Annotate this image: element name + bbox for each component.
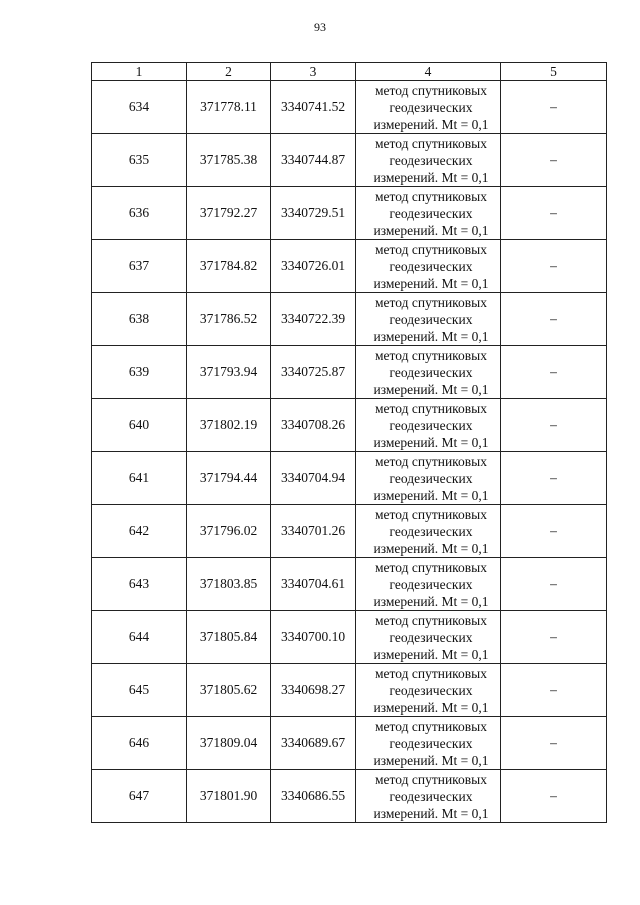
method-line-1: метод спутниковых <box>375 506 487 522</box>
y-coordinate-cell: 3340741.52 <box>271 81 356 134</box>
method-line-3: измерений. Mt = 0,1 <box>373 116 489 132</box>
point-number-cell: 641 <box>92 452 187 505</box>
column-header-1: 1 <box>92 63 187 81</box>
method-line-1: метод спутниковых <box>375 718 487 734</box>
note-cell: – <box>501 611 607 664</box>
table-body <box>92 81 607 823</box>
note-cell: – <box>501 770 607 823</box>
table-row <box>92 187 607 240</box>
y-coordinate-cell: 3340744.87 <box>271 134 356 187</box>
method-line-2: геодезических <box>389 470 473 486</box>
method-line-1: метод спутниковых <box>375 665 487 681</box>
method-cell <box>356 505 501 558</box>
y-coordinate-cell: 3340725.87 <box>271 346 356 399</box>
method-line-1: метод спутниковых <box>375 400 487 416</box>
method-line-3: измерений. Mt = 0,1 <box>373 275 489 291</box>
method-line-1: метод спутниковых <box>375 82 487 98</box>
table-row <box>92 505 607 558</box>
method-line-3: измерений. Mt = 0,1 <box>373 752 489 768</box>
method-line-1: метод спутниковых <box>375 347 487 363</box>
point-number-cell: 639 <box>92 346 187 399</box>
note-cell: – <box>501 717 607 770</box>
table-row <box>92 346 607 399</box>
method-line-3: измерений. Mt = 0,1 <box>373 805 489 821</box>
y-coordinate-cell: 3340686.55 <box>271 770 356 823</box>
x-coordinate-cell: 371793.94 <box>187 346 271 399</box>
method-line-2: геодезических <box>389 99 473 115</box>
point-number-cell: 636 <box>92 187 187 240</box>
method-line-2: геодезических <box>389 576 473 592</box>
method-line-1: метод спутниковых <box>375 453 487 469</box>
table-row <box>92 611 607 664</box>
note-cell: – <box>501 452 607 505</box>
point-number-cell: 637 <box>92 240 187 293</box>
method-line-2: геодезических <box>389 152 473 168</box>
method-cell <box>356 611 501 664</box>
table-row <box>92 240 607 293</box>
method-line-3: измерений. Mt = 0,1 <box>373 381 489 397</box>
y-coordinate-cell: 3340701.26 <box>271 505 356 558</box>
note-cell: – <box>501 505 607 558</box>
column-header-2: 2 <box>187 63 271 81</box>
table-row <box>92 664 607 717</box>
method-cell <box>356 187 501 240</box>
point-number-cell: 645 <box>92 664 187 717</box>
table-row <box>92 770 607 823</box>
point-number-cell: 647 <box>92 770 187 823</box>
note-cell: – <box>501 293 607 346</box>
page-number: 93 <box>314 20 326 34</box>
method-cell <box>356 346 501 399</box>
x-coordinate-cell: 371809.04 <box>187 717 271 770</box>
method-cell <box>356 81 501 134</box>
method-line-1: метод спутниковых <box>375 559 487 575</box>
x-coordinate-cell: 371801.90 <box>187 770 271 823</box>
method-line-3: измерений. Mt = 0,1 <box>373 646 489 662</box>
method-line-3: измерений. Mt = 0,1 <box>373 222 489 238</box>
y-coordinate-cell: 3340700.10 <box>271 611 356 664</box>
method-cell <box>356 770 501 823</box>
y-coordinate-cell: 3340689.67 <box>271 717 356 770</box>
method-line-3: измерений. Mt = 0,1 <box>373 593 489 609</box>
point-number-cell: 644 <box>92 611 187 664</box>
method-line-2: геодезических <box>389 311 473 327</box>
method-line-1: метод спутниковых <box>375 188 487 204</box>
method-line-2: геодезических <box>389 788 473 804</box>
point-number-cell: 642 <box>92 505 187 558</box>
method-cell <box>356 452 501 505</box>
method-line-2: геодезических <box>389 258 473 274</box>
method-line-1: метод спутниковых <box>375 612 487 628</box>
point-number-cell: 640 <box>92 399 187 452</box>
note-cell: – <box>501 187 607 240</box>
method-line-1: метод спутниковых <box>375 135 487 151</box>
method-line-2: геодезических <box>389 682 473 698</box>
method-line-1: метод спутниковых <box>375 294 487 310</box>
x-coordinate-cell: 371792.27 <box>187 187 271 240</box>
method-line-2: геодезических <box>389 735 473 751</box>
x-coordinate-cell: 371805.62 <box>187 664 271 717</box>
x-coordinate-cell: 371778.11 <box>187 81 271 134</box>
coordinates-table <box>91 62 607 823</box>
table-row <box>92 81 607 134</box>
method-line-3: измерений. Mt = 0,1 <box>373 699 489 715</box>
point-number-cell: 643 <box>92 558 187 611</box>
x-coordinate-cell: 371802.19 <box>187 399 271 452</box>
method-cell <box>356 293 501 346</box>
method-line-2: геодезических <box>389 364 473 380</box>
method-line-3: измерений. Mt = 0,1 <box>373 169 489 185</box>
table-row <box>92 293 607 346</box>
column-header-3: 3 <box>271 63 356 81</box>
table-row <box>92 452 607 505</box>
method-line-3: измерений. Mt = 0,1 <box>373 328 489 344</box>
point-number-cell: 635 <box>92 134 187 187</box>
point-number-cell: 638 <box>92 293 187 346</box>
y-coordinate-cell: 3340704.61 <box>271 558 356 611</box>
method-cell <box>356 717 501 770</box>
x-coordinate-cell: 371796.02 <box>187 505 271 558</box>
method-cell <box>356 240 501 293</box>
x-coordinate-cell: 371805.84 <box>187 611 271 664</box>
table-row <box>92 717 607 770</box>
method-cell <box>356 399 501 452</box>
method-line-2: геодезических <box>389 629 473 645</box>
y-coordinate-cell: 3340726.01 <box>271 240 356 293</box>
method-line-2: геодезических <box>389 523 473 539</box>
x-coordinate-cell: 371784.82 <box>187 240 271 293</box>
table-header-row <box>92 63 607 81</box>
method-line-1: метод спутниковых <box>375 771 487 787</box>
method-cell <box>356 134 501 187</box>
point-number-cell: 646 <box>92 717 187 770</box>
method-line-3: измерений. Mt = 0,1 <box>373 434 489 450</box>
method-line-3: измерений. Mt = 0,1 <box>373 540 489 556</box>
y-coordinate-cell: 3340704.94 <box>271 452 356 505</box>
method-line-1: метод спутниковых <box>375 241 487 257</box>
y-coordinate-cell: 3340698.27 <box>271 664 356 717</box>
table-row <box>92 558 607 611</box>
method-cell <box>356 558 501 611</box>
method-line-2: геодезических <box>389 205 473 221</box>
method-line-3: измерений. Mt = 0,1 <box>373 487 489 503</box>
y-coordinate-cell: 3340708.26 <box>271 399 356 452</box>
column-header-5: 5 <box>501 63 607 81</box>
note-cell: – <box>501 399 607 452</box>
y-coordinate-cell: 3340722.39 <box>271 293 356 346</box>
note-cell: – <box>501 346 607 399</box>
point-number-cell: 634 <box>92 81 187 134</box>
x-coordinate-cell: 371785.38 <box>187 134 271 187</box>
x-coordinate-cell: 371803.85 <box>187 558 271 611</box>
y-coordinate-cell: 3340729.51 <box>271 187 356 240</box>
method-cell <box>356 664 501 717</box>
note-cell: – <box>501 558 607 611</box>
note-cell: – <box>501 664 607 717</box>
table-row <box>92 399 607 452</box>
table-row <box>92 134 607 187</box>
method-line-2: геодезических <box>389 417 473 433</box>
note-cell: – <box>501 240 607 293</box>
x-coordinate-cell: 371794.44 <box>187 452 271 505</box>
x-coordinate-cell: 371786.52 <box>187 293 271 346</box>
note-cell: – <box>501 81 607 134</box>
column-header-4: 4 <box>356 63 501 81</box>
note-cell: – <box>501 134 607 187</box>
